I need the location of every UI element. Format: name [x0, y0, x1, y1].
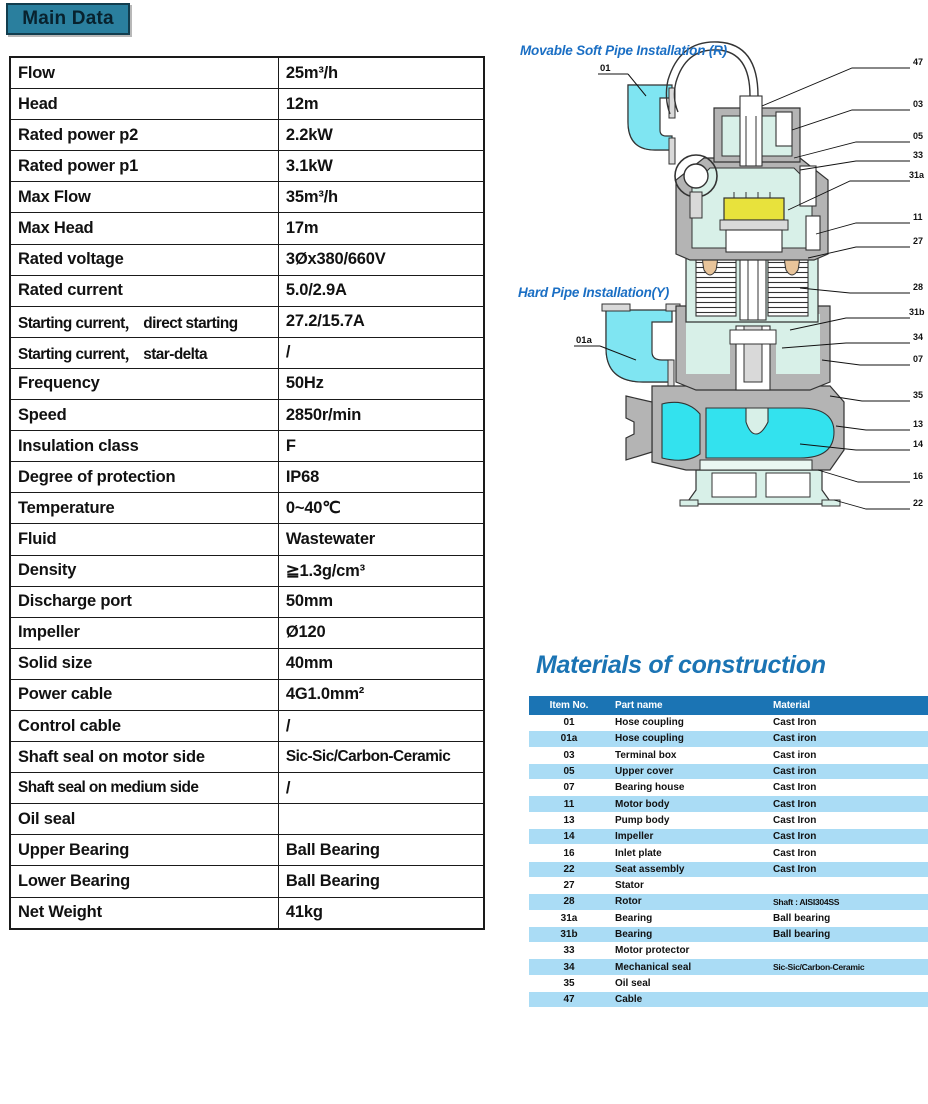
pump-callout-label: 28	[913, 282, 924, 292]
materials-table-header-row	[529, 696, 928, 715]
main-data-row	[10, 648, 484, 679]
materials-item-no: 22	[529, 861, 609, 877]
main-data-key: Starting current， star-delta	[10, 337, 278, 368]
materials-material: Cast iron	[767, 747, 928, 763]
materials-material	[767, 877, 928, 893]
main-data-value: F	[278, 431, 484, 462]
main-data-value: Ball Bearing	[278, 866, 484, 897]
main-data-value: ≧1.3g/cm³	[278, 555, 484, 586]
main-data-row	[10, 431, 484, 462]
materials-item-no: 34	[529, 959, 609, 975]
main-data-key: Rated current	[10, 275, 278, 306]
main-data-value: Ø120	[278, 617, 484, 648]
materials-of-construction-table	[529, 696, 928, 1008]
main-data-row	[10, 400, 484, 431]
materials-table-row	[529, 747, 928, 763]
materials-material: Cast iron	[767, 763, 928, 779]
main-data-key: Head	[10, 89, 278, 120]
materials-part-name: Mechanical seal	[609, 959, 767, 975]
main-data-value: 17m	[278, 213, 484, 244]
main-data-value: 3Øx380/660V	[278, 244, 484, 275]
materials-item-no: 28	[529, 894, 609, 910]
materials-item-no: 31a	[529, 910, 609, 926]
materials-item-no: 33	[529, 943, 609, 959]
main-data-row	[10, 213, 484, 244]
materials-material: Shaft : AISI304SS	[767, 894, 928, 910]
main-data-row	[10, 679, 484, 710]
materials-item-no: 03	[529, 747, 609, 763]
technical-drawing-area	[500, 30, 928, 550]
main-data-row	[10, 151, 484, 182]
main-data-key: Insulation class	[10, 431, 278, 462]
materials-material: Cast Iron	[767, 796, 928, 812]
materials-part-name: Hose coupling	[609, 731, 767, 747]
main-data-row	[10, 89, 484, 120]
materials-part-name: Rotor	[609, 894, 767, 910]
main-data-value: 5.0/2.9A	[278, 275, 484, 306]
main-data-value: 2850r/min	[278, 400, 484, 431]
pump-callout-label: 47	[913, 57, 924, 67]
pump-callout-label: 07	[913, 354, 924, 364]
main-data-row	[10, 493, 484, 524]
main-data-key: Net Weight	[10, 897, 278, 929]
materials-part-name: Motor protector	[609, 943, 767, 959]
main-data-value: 12m	[278, 89, 484, 120]
main-data-value	[278, 804, 484, 835]
main-data-row	[10, 244, 484, 275]
main-data-key: Shaft seal on motor side	[10, 742, 278, 773]
main-data-key: Rated voltage	[10, 244, 278, 275]
main-data-row	[10, 275, 484, 306]
main-data-key: Impeller	[10, 617, 278, 648]
main-data-value: 40mm	[278, 648, 484, 679]
pump-callout-label: 03	[913, 99, 924, 109]
main-data-table	[9, 56, 485, 930]
main-data-value: Wastewater	[278, 524, 484, 555]
materials-item-no: 31b	[529, 926, 609, 942]
materials-table-row	[529, 861, 928, 877]
main-data-value: 25m³/h	[278, 57, 484, 89]
materials-material: Ball bearing	[767, 926, 928, 942]
main-data-value: 35m³/h	[278, 182, 484, 213]
main-data-row	[10, 742, 484, 773]
materials-item-no: 07	[529, 780, 609, 796]
materials-table-row	[529, 715, 928, 731]
main-data-row	[10, 57, 484, 89]
soft-pipe-installation-title: Movable Soft Pipe Installation (R)	[520, 43, 727, 58]
materials-material: Sic-Sic/Carbon-Ceramic	[767, 959, 928, 975]
materials-part-name: Oil seal	[609, 975, 767, 991]
materials-header-part-name: Part name	[609, 696, 767, 715]
main-data-key: Density	[10, 555, 278, 586]
materials-part-name: Terminal box	[609, 747, 767, 763]
materials-item-no: 16	[529, 845, 609, 861]
materials-part-name: Upper cover	[609, 763, 767, 779]
main-data-key: Control cable	[10, 710, 278, 741]
materials-part-name: Bearing	[609, 910, 767, 926]
main-data-row	[10, 586, 484, 617]
materials-table-row	[529, 910, 928, 926]
pump-callout-label: 27	[913, 236, 924, 246]
materials-material: Cast Iron	[767, 861, 928, 877]
materials-table-row	[529, 943, 928, 959]
main-data-row	[10, 555, 484, 586]
main-data-badge	[6, 3, 130, 35]
main-data-key: Speed	[10, 400, 278, 431]
main-data-row	[10, 773, 484, 804]
main-data-key: Max Flow	[10, 182, 278, 213]
materials-table-row	[529, 894, 928, 910]
materials-item-no: 01	[529, 715, 609, 731]
main-data-row	[10, 866, 484, 897]
main-data-key: Power cable	[10, 679, 278, 710]
materials-header-item-no: Item No.	[529, 696, 609, 715]
main-data-row	[10, 337, 484, 368]
materials-item-no: 13	[529, 812, 609, 828]
main-data-key: Discharge port	[10, 586, 278, 617]
pump-callout-label: 31a	[909, 170, 925, 180]
pump-callout-label: 05	[913, 131, 924, 141]
main-data-value: /	[278, 710, 484, 741]
materials-material: Cast Iron	[767, 812, 928, 828]
main-data-value: /	[278, 773, 484, 804]
main-data-row	[10, 710, 484, 741]
materials-part-name: Seat assembly	[609, 861, 767, 877]
materials-part-name: Impeller	[609, 829, 767, 845]
materials-part-name: Stator	[609, 877, 767, 893]
main-data-row	[10, 306, 484, 337]
materials-item-no: 14	[529, 829, 609, 845]
materials-part-name: Bearing	[609, 926, 767, 942]
materials-material: Ball bearing	[767, 910, 928, 926]
main-data-value: 4G1.0mm²	[278, 679, 484, 710]
main-data-key: Temperature	[10, 493, 278, 524]
soft-pipe-coupling-drawing	[598, 74, 675, 164]
main-data-key: Frequency	[10, 368, 278, 399]
main-data-row	[10, 120, 484, 151]
main-data-row	[10, 368, 484, 399]
main-data-key: Max Head	[10, 213, 278, 244]
materials-part-name: Inlet plate	[609, 845, 767, 861]
main-data-badge-label: Main Data	[22, 8, 114, 29]
materials-item-no: 47	[529, 992, 609, 1008]
main-data-value: 41kg	[278, 897, 484, 929]
materials-material	[767, 975, 928, 991]
pump-callout-label: 22	[913, 498, 924, 508]
main-data-row	[10, 182, 484, 213]
materials-material	[767, 992, 928, 1008]
main-data-key: Flow	[10, 57, 278, 89]
main-data-key: Degree of protection	[10, 462, 278, 493]
materials-table-row	[529, 845, 928, 861]
materials-table-row	[529, 926, 928, 942]
main-data-value: 50Hz	[278, 368, 484, 399]
main-data-key: Fluid	[10, 524, 278, 555]
pump-callout-label: 13	[913, 419, 924, 429]
main-data-key: Rated power p2	[10, 120, 278, 151]
materials-material: Cast iron	[767, 731, 928, 747]
pump-callout-label: 35	[913, 390, 924, 400]
materials-table-row	[529, 959, 928, 975]
main-data-key: Lower Bearing	[10, 866, 278, 897]
materials-table-row	[529, 992, 928, 1008]
main-data-value: Sic-Sic/Carbon-Ceramic	[278, 742, 484, 773]
materials-material: Cast Iron	[767, 829, 928, 845]
main-data-row	[10, 897, 484, 929]
main-data-row	[10, 617, 484, 648]
main-data-row	[10, 835, 484, 866]
pump-callout-label: 11	[913, 212, 923, 222]
materials-part-name: Motor body	[609, 796, 767, 812]
materials-table-row	[529, 812, 928, 828]
main-data-value: IP68	[278, 462, 484, 493]
materials-table-row	[529, 763, 928, 779]
materials-table-row	[529, 796, 928, 812]
main-data-value: Ball Bearing	[278, 835, 484, 866]
soft-pipe-callout-label: 01	[600, 63, 611, 74]
main-data-row	[10, 462, 484, 493]
materials-item-no: 11	[529, 796, 609, 812]
main-data-key: Rated power p1	[10, 151, 278, 182]
pump-callout-label: 33	[913, 150, 924, 160]
materials-part-name: Hose coupling	[609, 715, 767, 731]
main-data-key: Upper Bearing	[10, 835, 278, 866]
materials-part-name: Cable	[609, 992, 767, 1008]
main-data-key: Solid size	[10, 648, 278, 679]
main-data-row	[10, 524, 484, 555]
hard-pipe-callout-label: 01a	[576, 335, 592, 346]
materials-item-no: 01a	[529, 731, 609, 747]
materials-part-name: Pump body	[609, 812, 767, 828]
pump-callout-label: 31b	[909, 307, 925, 317]
main-data-value: 3.1kW	[278, 151, 484, 182]
materials-material: Cast Iron	[767, 845, 928, 861]
main-data-value: 0~40℃	[278, 493, 484, 524]
main-data-value: 2.2kW	[278, 120, 484, 151]
hard-pipe-installation-title: Hard Pipe Installation(Y)	[518, 285, 670, 300]
materials-header-material: Material	[767, 696, 928, 715]
pump-callout-label: 16	[913, 471, 924, 481]
materials-item-no: 05	[529, 763, 609, 779]
materials-item-no: 27	[529, 877, 609, 893]
materials-table-row	[529, 731, 928, 747]
materials-table-row	[529, 829, 928, 845]
materials-material: Cast Iron	[767, 780, 928, 796]
main-data-value: 50mm	[278, 586, 484, 617]
materials-material: Cast Iron	[767, 715, 928, 731]
materials-item-no: 35	[529, 975, 609, 991]
main-data-row	[10, 804, 484, 835]
main-data-key: Shaft seal on medium side	[10, 773, 278, 804]
materials-table-row	[529, 780, 928, 796]
main-data-key: Starting current， direct starting	[10, 306, 278, 337]
pump-callout-label: 14	[913, 439, 924, 449]
materials-table-row	[529, 975, 928, 991]
materials-of-construction-title: Materials of construction	[536, 651, 826, 679]
main-data-value: 27.2/15.7A	[278, 306, 484, 337]
main-data-key: Oil seal	[10, 804, 278, 835]
materials-part-name: Bearing house	[609, 780, 767, 796]
materials-table-row	[529, 877, 928, 893]
materials-material	[767, 943, 928, 959]
main-data-value: /	[278, 337, 484, 368]
pump-callout-label: 34	[913, 332, 924, 342]
